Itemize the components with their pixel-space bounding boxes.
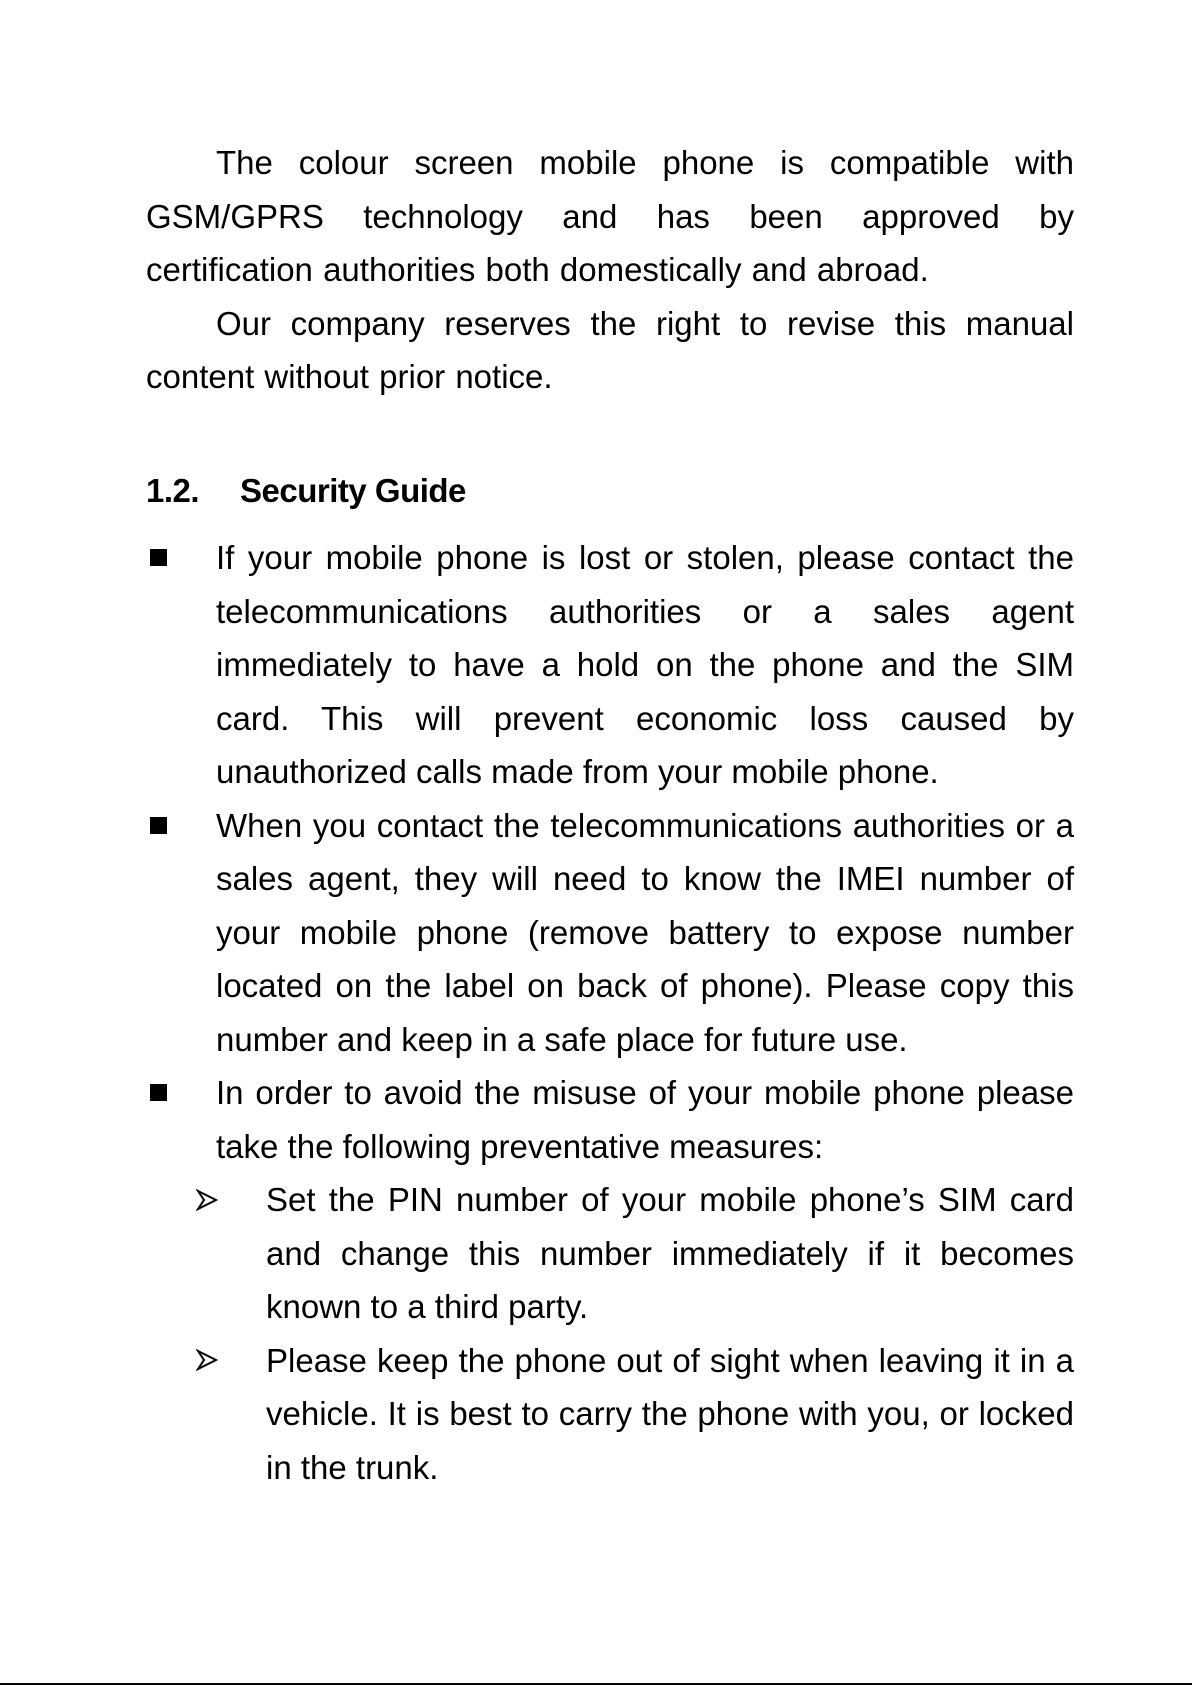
list-item [146, 1173, 1074, 1334]
sub-bullet-text-pin: Set the PIN number of your mobile phone’s SIM card and change this number immediately if it becomes known to a third party. [266, 1181, 1074, 1325]
list-item [146, 799, 1074, 1067]
security-bullet-list [146, 531, 1074, 1494]
list-item [146, 1066, 1074, 1494]
arrow-right-icon [196, 1173, 232, 1227]
bullet-text-preventative-measures: In order to avoid the misuse of your mobile phone please take the following preventative measures: [216, 1074, 1074, 1165]
section-title: Security Guide [240, 471, 466, 509]
section-heading [146, 464, 1074, 518]
black-square-icon [150, 817, 167, 834]
black-square-icon [150, 549, 167, 566]
intro-paragraph-compatibility: The colour screen mobile phone is compatible with GSM/GPRS technology and has been approved by certification authorities both domestically and abroad. [146, 144, 1074, 288]
sub-bullet-text-vehicle: Please keep the phone out of sight when leaving it in a vehicle. It is best to carry the phone with you, or locked in the trunk. [266, 1341, 1074, 1486]
manual-page [146, 136, 1074, 1494]
bullet-text-imei: When you contact the telecommunications authorities or a sales agent, they will need to know the IMEI number of your mobile phone (remove battery to expose number located on the label on back of phone). Please copy this number and keep in a safe place for future use. [216, 806, 1074, 1058]
bullet-text-lost-phone: If your mobile phone is lost or stolen, please contact the telecommunications authorities or a sales agent immediately to have a hold on the phone and the SIM card. This will prevent economic loss caused by unauthorized calls made from your mobile phone. [216, 539, 1074, 790]
section-number: 1.2. [146, 471, 200, 509]
list-item [146, 1334, 1074, 1495]
preventative-measures-list [146, 1173, 1074, 1494]
list-item [146, 531, 1074, 799]
arrow-right-icon [196, 1334, 232, 1388]
intro-paragraph-revision-notice: Our company reserves the right to revise this manual content without prior notice. [146, 304, 1074, 395]
black-square-icon [150, 1084, 167, 1101]
